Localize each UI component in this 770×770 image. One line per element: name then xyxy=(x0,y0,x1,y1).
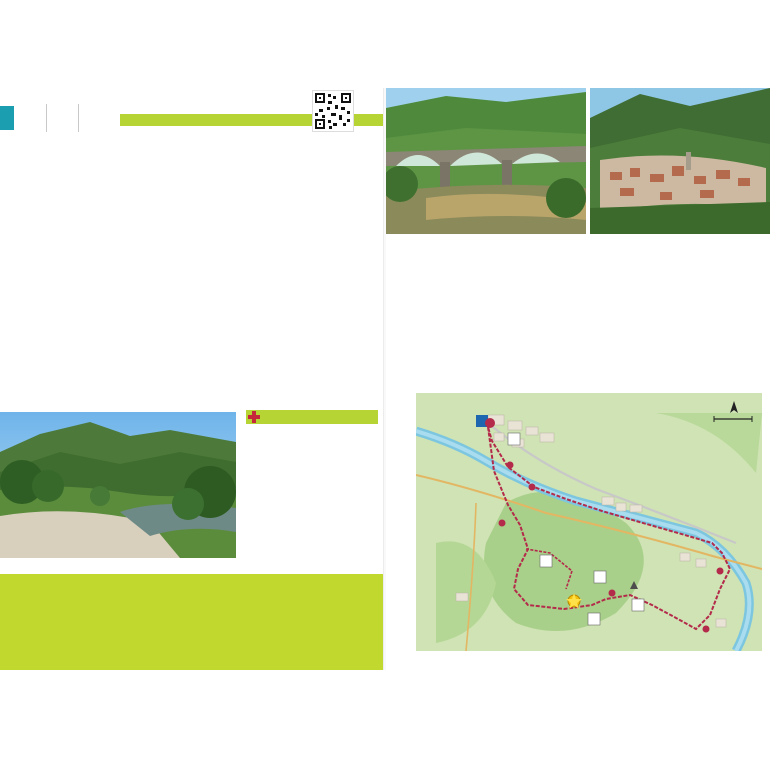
route-number-badge xyxy=(0,106,14,130)
photo-pont-vieux xyxy=(386,88,586,234)
route-map[interactable] xyxy=(416,393,762,651)
ptit-plus-header xyxy=(246,410,378,424)
plus-icon xyxy=(248,411,260,423)
photo-saint-jean xyxy=(590,88,770,234)
practical-info xyxy=(246,232,376,235)
right-page xyxy=(386,88,770,670)
left-page xyxy=(0,88,384,670)
stat-duration xyxy=(50,104,79,132)
tour-horloge-box xyxy=(0,574,384,670)
photo-gardon-river xyxy=(0,412,236,558)
stat-distance xyxy=(82,104,116,132)
stat-elevation xyxy=(20,104,47,132)
qr-code-icon[interactable] xyxy=(312,90,354,132)
